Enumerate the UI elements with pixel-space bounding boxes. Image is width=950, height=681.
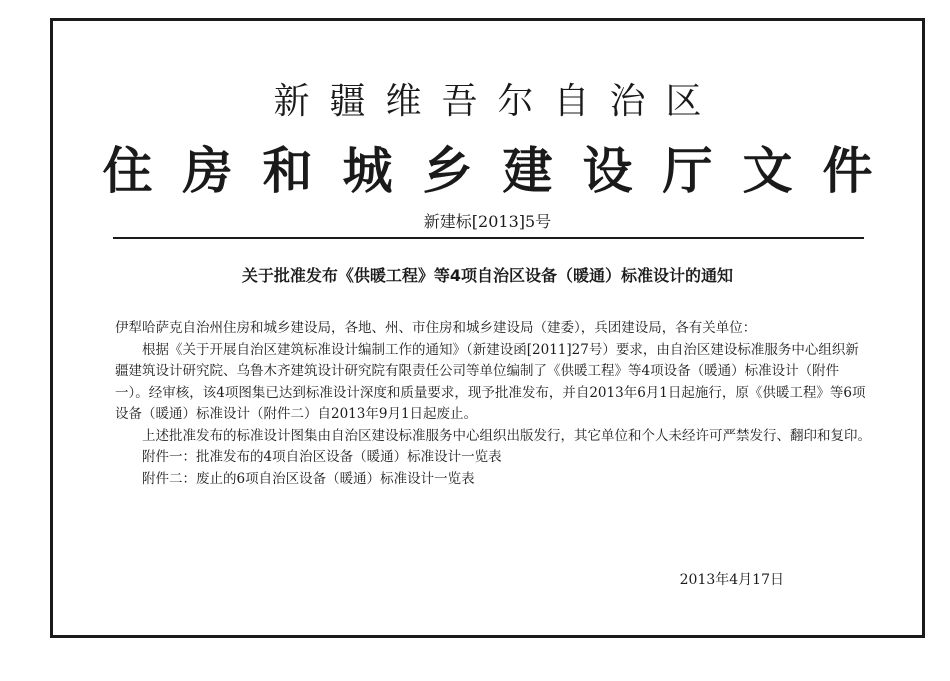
- document-subject: 关于批准发布《供暖工程》等4项自治区设备（暖通）标准设计的通知: [241, 266, 734, 285]
- attachment-item-2: 附件二：废止的6项自治区设备（暖通）标准设计一览表: [142, 470, 475, 487]
- document-number: 新建标[2013]5号: [423, 212, 552, 231]
- recipients-line: 伊犁哈萨克自治州住房和城乡建设局，各地、州、市住房和城乡建设局（建委），兵团建设局，各有关单位：: [115, 320, 757, 336]
- issue-date: 2013年4月17日: [679, 572, 784, 588]
- issuer-department-heading: 住房和城乡建设厅文件: [102, 142, 903, 200]
- header-divider: [113, 237, 864, 239]
- document-body: [115, 318, 872, 490]
- document-frame: [50, 18, 925, 638]
- body-paragraph-2: 上述批准发布的标准设计图集由自治区建设标准服务中心组织出版发行，其它单位和个人未经许可严禁发行、翻印和复印。: [142, 427, 871, 444]
- attachment-item-1: 附件一：批准发布的4项自治区设备（暖通）标准设计一览表: [142, 449, 502, 465]
- body-paragraph-1: 根据《关于开展自治区建筑标准设计编制工作的通知》（新建设函[2011]27号）要求，由自治区建设标准服务中心组织新疆建筑设计研究院、乌鲁木齐建筑设计研究院有限责任公司等单位编制了《供暖工程》等4项设备（暖通）标准设计（附件一）。经审核，该4项图集已达到标准设计深度和质量要求，现予批准发布，并自2013年6月1日起施行，原《供暖工程》等6项设备（暖通）标准设计（附件二）自2013年9月1日起废止。: [115, 341, 866, 422]
- issuer-region-heading: 新疆维吾尔自治区: [273, 81, 722, 122]
